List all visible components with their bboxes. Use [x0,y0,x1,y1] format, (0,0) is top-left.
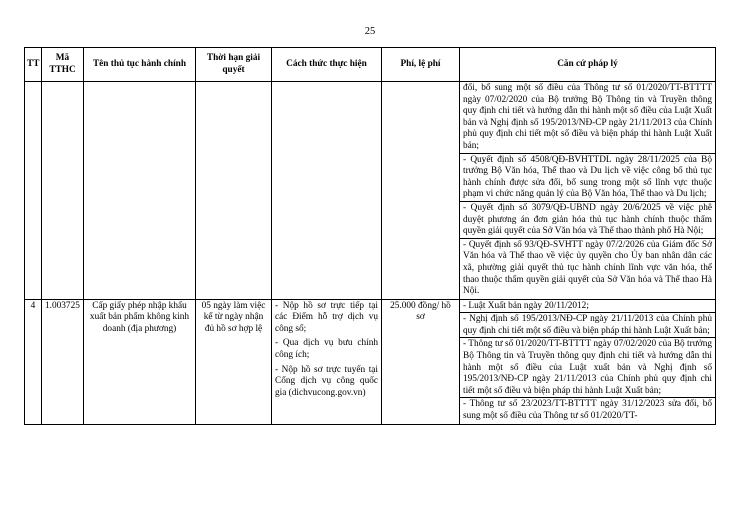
cell-method-empty [272,82,382,300]
header-fee: Phí, lệ phí [382,48,460,82]
cell-tt: 4 [25,299,42,424]
cell-tt-empty [25,82,42,300]
table-row-continued [25,82,716,300]
legal-basis-item: - Quyết định số 93/QĐ-SVHTT ngày 07/2/2026 của Giám đốc Sở Văn hóa và Thể thao về việc ủy quyền cho Ủy ban nhân dân các xã, phường giải quyết thủ tục hành chính lĩnh vực văn hóa, thể thao thuộc thẩm quyền giải quyết của Sở Văn hóa và Thể thao Hà Nội. [460,238,715,298]
table-row [25,299,716,424]
legal-basis-item: - Thông tư số 01/2020/TT-BTTTT ngày 07/02/2020 của Bộ trưởng Bộ Thông tin và Truyền thông quy định chi tiết và hướng dẫn thi hành một số điều của Luật xuất bản và Nghị định số 195/2013/NĐ-CP ngày 21/11/2013 của Chính phủ quy định chi tiết một số điều và biện pháp thi hành Luật Xuất bản; [460,337,715,397]
page-number: 25 [364,26,376,37]
cell-deadline-empty [196,82,272,300]
cell-fee: 25.000 đồng/ hồ sơ [382,299,460,424]
legal-basis-item: - Nghị định số 195/2013/NĐ-CP ngày 21/11/2013 của Chính phủ quy định chi tiết một số điều và biện pháp thi hành Luật Xuất bản; [460,312,715,337]
header-name: Tên thủ tục hành chính [84,48,196,82]
header-legal: Căn cứ pháp lý [460,48,716,82]
legal-basis-item: - Quyết định số 4508/QĐ-BVHTTDL ngày 28/11/2025 của Bộ trưởng Bộ Văn hóa, Thể thao và Du lịch về việc công bố thủ tục hành chính được sửa đổi, bổ sung trong một số lĩnh vực thuộc phạm vi chức năng quản lý của Bộ Văn hóa, Thể thao và Du lịch; [460,153,715,201]
method-item: - Nộp hồ sơ trực tuyến tại Cổng dịch vụ công quốc gia (dichvucong.gov.vn) [275,364,378,398]
header-deadline: Thời hạn giải quyết [196,48,272,82]
cell-deadline: 05 ngày làm việc kể từ ngày nhận đủ hồ sơ hợp lệ [196,299,272,424]
cell-code: 1.003725 [42,299,84,424]
cell-fee-empty [382,82,460,300]
header-code: Mã TTHC [42,48,84,82]
cell-method [272,299,382,424]
procedures-table [24,47,716,425]
legal-basis-item: đổi, bổ sung một số điều của Thông tư số 01/2020/TT-BTTTT ngày 07/02/2020 của Bộ trưởng Bộ Thông tin và Truyền thông quy định chi tiết và hướng dẫn thi hành một số điều của Luật Xuất bản và Nghị định số 195/2013/NĐ-CP ngày 21/11/2013 của Chính phủ quy định chi tiết một số điều và biện pháp thi hành Luật Xuất bản; [463,83,712,151]
cell-name-empty [84,82,196,300]
method-item: - Nộp hồ sơ trực tiếp tại các Điểm hỗ trợ dịch vụ công số; [275,300,378,334]
legal-basis-item: - Thông tư số 23/2023/TT-BTTTT ngày 31/12/2023 sửa đổi, bổ sung một số điều của Thông tư số 01/2020/TT- [460,397,715,422]
legal-basis-item: - Luật Xuất bản ngày 20/11/2012; [463,300,589,311]
cell-code-empty [42,82,84,300]
header-method: Cách thức thực hiện [272,48,382,82]
method-item: - Qua dịch vụ bưu chính công ích; [275,338,378,361]
cell-legal [460,299,716,424]
legal-basis-item: - Quyết định số 3079/QĐ-UBND ngày 20/6/2025 về việc phê duyệt phương án đơn giản hóa thủ tục hành chính thuộc thẩm quyền giải quyết của Sở Văn hóa và Thể thao thành phố Hà Nội; [460,201,715,238]
cell-legal-continued [460,82,716,300]
header-tt: TT [25,48,42,82]
table-header-row [25,48,716,82]
cell-procedure-name: Cấp giấy phép nhập khẩu xuất bản phẩm không kinh doanh (địa phương) [84,299,196,424]
